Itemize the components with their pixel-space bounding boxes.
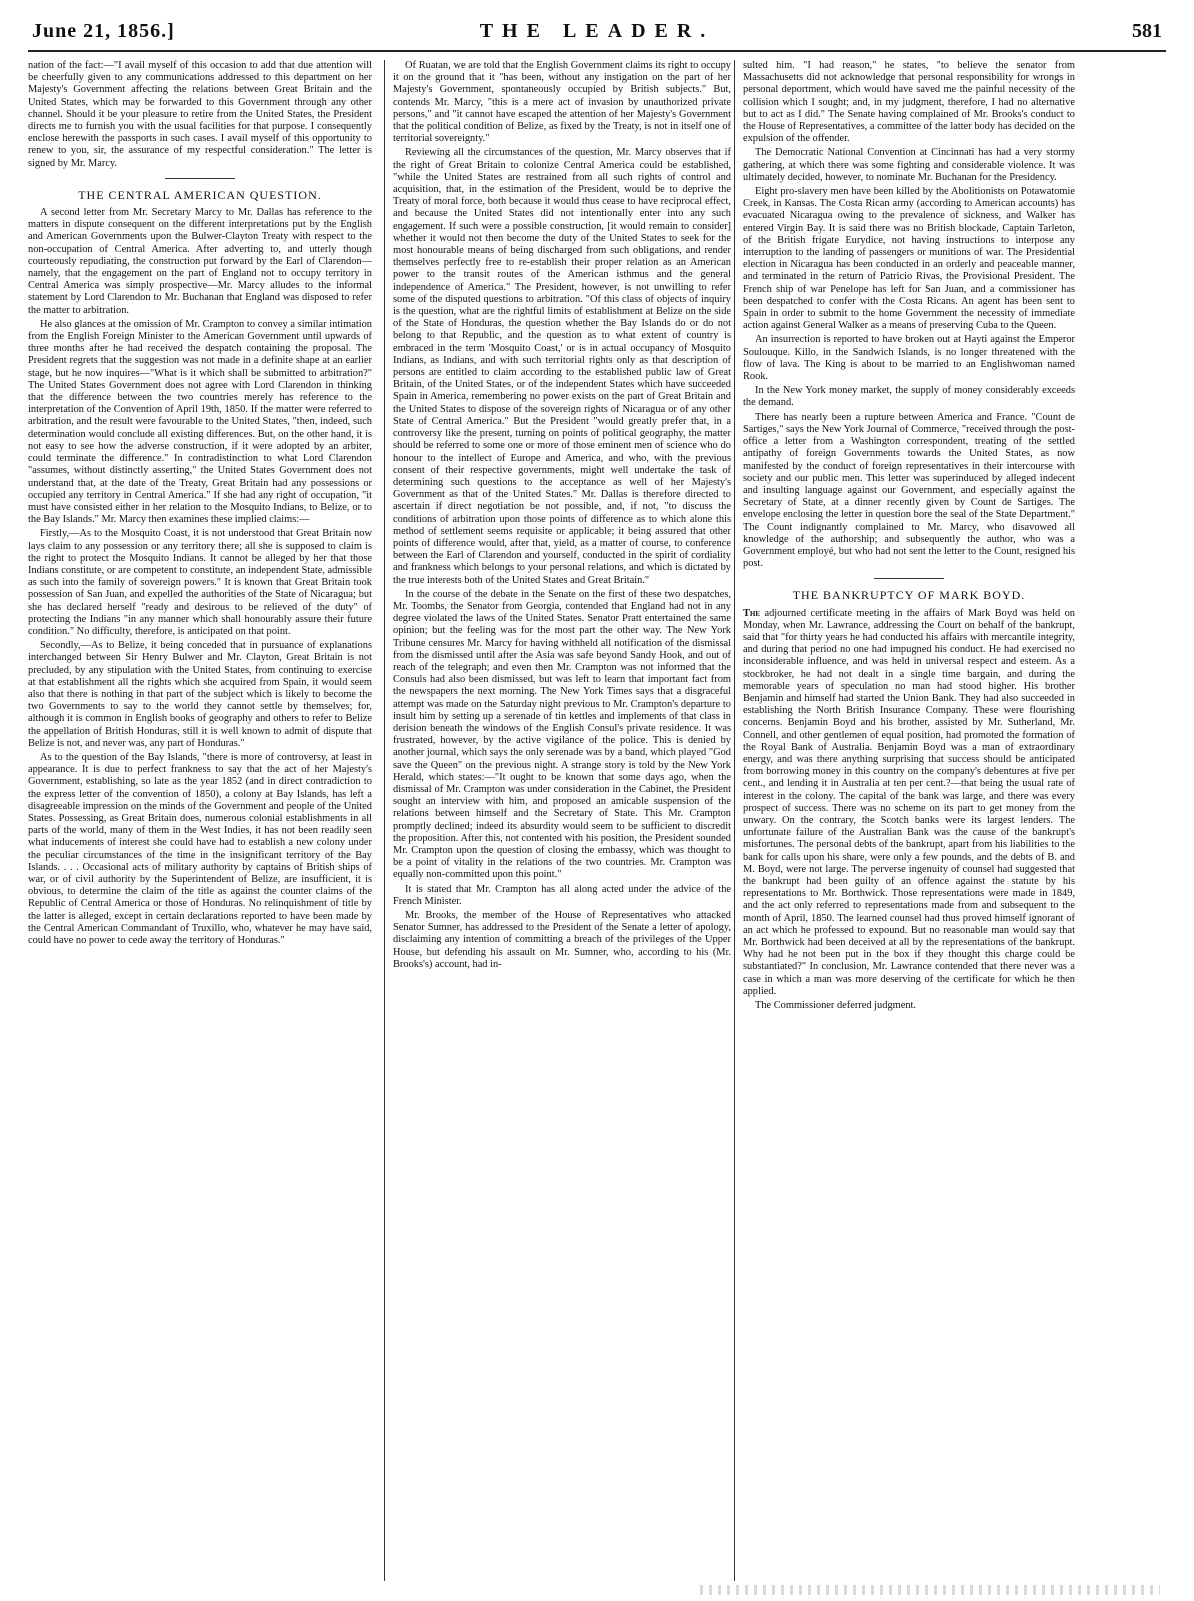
column-3 xyxy=(734,60,1075,1581)
divider xyxy=(165,178,235,179)
paragraph: In the New York money market, the supply of money considerably exceeds the demand. xyxy=(743,385,1075,409)
paragraph: Secondly,—As to Belize, it being conceded that in pursuance of explanations interchanged between Sir Henry Bulwer and Mr. Clayton, Great Britain is not precluded, by any stipulation with the United States, from continuing to exercise at that establishment all the rights which she acquired from Spain, it would seem also that there is nothing in that part of the subject which is likely to become the two Governments to say to the world they cannot settle by themselves; for, although it is common in English books of geography and others to refer to Belize the appellation of British Honduras, still it is well known to admit of dispute that Belize is not, and never was, any part of Honduras." xyxy=(28,640,372,749)
paragraph: A second letter from Mr. Secretary Marcy to Mr. Dallas has reference to the matters in dispute consequent on the different interpretations put by the English and American Governments upon the Bulwer-Clayton Treaty with respect to the non-occupation of Central America. After adverting to, and utterly though courteously repudiating, the construction put forward by the Earl of Clarendon—namely, that the engagement on the part of England not to occupy territory in Central America was simply prospective—Mr. Marcy alludes to the informal statement by Lord Clarendon to Mr. Buchanan that England was disposed to refer the matter to arbitration. xyxy=(28,207,372,316)
paragraph: Eight pro-slavery men have been killed by the Abolitionists on Potawatomie Creek, in Kansas. The Costa Rican army (according to American accounts) has evacuated Nicaragua owing to the prevalence of sickness, and Walker has entered Virgin Bay. It is said there was no British blockade, Captain Tarleton, of the British frigate Eurydice, not having instructions to interpose any interruption to the landing of passengers or munitions of war. The Presidential election in Nicaragua has been conducted in an orderly and peaceable manner, and terminated in the return of Patricio Rivas, the Provisional President. The French ship of war Penelope has left for San Juan, and a commissioner has been despatched to confer with the Costa Ricans. An agent has been sent to Spain in order to submit to the home Government the necessity of immediate action against General Walker as a means of preserving Cuba to the Queen. xyxy=(743,186,1075,332)
paragraph-text: adjourned certificate meeting in the affairs of Mark Boyd was held on Monday, when Mr. Lawrance, addressing the Court on behalf of the bankrupt, said that "for thirty years he had conducted his affairs with mercantile integrity, and during that period no one had impugned his conduct. He had exercised no inconsiderable influence, and was held in universal respect and esteem. As a stockbroker, he had not dealt in a single time bargain, and during the memorable years of speculation no man had stood higher. His brother Benjamin and himself had started the Union Bank. They had also succeeded in establishing the North British Insurance Company. These were flourishing concerns. Benjamin Boyd and his brother, assisted by Mr. Sutherland, Mr. Connell, and other gentlemen of equal position, had promoted the formation of the Royal Bank of Australia. Benjamin Boyd was a man of extraordinary energy, and was there anything surprising that success should be anticipated from borrowing money in this country on the company's debentures at five per cent., and lending it in Australia at ten per cent.?—that being the usual rate of interest in the colony. The capital of the bank was large, and there was every prospect of success. There was no scheme on its part to get money from the unwary. On the contrary, the Scotch banks were its largest lenders. The unfortunate failure of the Australian Bank was the cause of the bankrupt's misfortunes. The personal debts of the bankrupt, apart from his liabilities to the bank for calls upon his share, were only a few pounds, and the debts of B. and M. Boyd, were not large. The perverse ingenuity of counsel had suggested that the bankrupt had been guilty of an offence against the statute by his representations to Mr. Borthwick. Those representations were made in 1849, and the act only referred to representations made from and subsequent to the month of April, 1850. The learned counsel had thus proved himself ignorant of an act which he professed to expound. But no reasonable man would say that Mr. Borthwick had been deceived at all by the representations of the bankrupt. Why had he not been put in the box if they thought this charge could be substantiated?" In conclusion, Mr. Lawrance contended that there never was a case in which a man was more deserving of the certificate for which he then applied. xyxy=(743,607,1075,997)
page-number: 581 xyxy=(1132,20,1162,42)
paragraph: The Democratic National Convention at Cincinnati has had a very stormy gathering, at which there was some fighting and considerable violence. It was ultimately decided, however, to nominate Mr. Buchanan for the Presidency. xyxy=(743,147,1075,183)
paragraph: nation of the fact:—"I avail myself of this occasion to add that due attention will be cheerfully given to any communications addressed to this department on her Majesty's Government affecting the relations between Great Britain and the United States, which may be forwarded to this Government through any other channel. Should it be your pleasure to retire from the United States, the President directs me to furnish you with the usual facilities for that purpose. I consequently enclose herewith the passports in such cases. I avail myself of this opportunity to renew to you, sir, the assurance of my respectful consideration." The letter is signed by Mr. Marcy. xyxy=(28,60,372,169)
paragraph: As to the question of the Bay Islands, "there is more of controversy, at least in appearance. It is due to perfect frankness to say that the act of her Majesty's Government, establishing, so late as the year 1852 (and in direct contradiction to the express letter of the convention of 1850), a colony at Bay Islands, has left a disagreeable impression on the minds of the Government and people of the United States. Possessing, as Great Britain does, numerous colonial establishments in all parts of the world, many of them in the West Indies, it has not been readily seen what inducements of interest she could have had to establish a new colony under the peculiar circumstances of the time in the insignificant territory of the Bay Islands. . . . Occasional acts of military authority by captains of British ships of war, or of civil authority by the Superintendent of Belize, are insufficient, it is obvious, to determine the claim of the title as against the counter claims of the Republic of Central America or those of Honduras. No relinquishment of title by the latter is alleged, except in certain declarations reported to have been made by the Central American Commandant of Truxillo, who, whatever he may have said, could have no power to cede away the territory of Honduras." xyxy=(28,751,372,947)
newspaper-title: THE LEADER. xyxy=(479,20,715,42)
paragraph: There has nearly been a rupture between America and France. "Count de Sartiges," says the New York Journal of Commerce, "received through the post-office a letter from a Washington correspondent, treating of the settled antipathy of foreign Governments towards the United States, as now manifested by the conduct of foreign representatives in their intercourse with society and our public men. This letter was superinduced by alleged indecent and insulting language against our Government, and especially against the Secretary of State, at a dinner recently given by Count de Sartiges. The envelope enclosing the letter in question bore the seal of the State Department." The Count indignantly complained to Mr. Marcy, who disavowed all knowledge of the authorship; and subsequently the author, who was a Government employé, but who had not sent the letter to the Count, resigned his post. xyxy=(743,411,1075,570)
section-heading-central-american: THE CENTRAL AMERICAN QUESTION. xyxy=(78,187,322,202)
paragraph: sulted him. "I had reason," he states, "to believe the senator from Massachusetts did not acknowledge that personal responsibility for wrongs in personal deportment, which would have saved me the painful necessity of the collision which I sought; and, in my judgment, therefore, I had no alternative but to act as I did." The Senate having complained of Mr. Brooks's conduct to the House of Representatives, a committee of the latter body has decided on the expulsion of the offender. xyxy=(743,60,1075,145)
paragraph: Reviewing all the circumstances of the question, Mr. Marcy observes that if the right of Great Britain to colonize Central America could be established, "while the United States are restrained from all such rights of control and acquisition, that, in the estimation of the President, would be to deprive the Treaty of moral force, both because it would thus cease to have reciprocal effect, and because the United States did not intentionally enter into any such engagement. If such were a possible construction, [it would remain to consider] whether it would not then become the duty of the United States to seek for the most honourable means of being discharged from such obligations, and render themselves perfectly free to re-establish their proper relation as an American power to the transit routes of the American isthmus and the general independence of America." The President, however, is not unwilling to refer some of the disputed questions to arbitration. "Of this class of objects of inquiry is the question, what are the rightful limits of establishment at Belize on the side of the State of Honduras, the question whether the Bay Islands do or do not belong to that Republic, and the question as to what extent of country is embraced in the term 'Mosquito Coast,' or is in actual occupancy of Mosquito Indians, as Indians, and with such territorial rights only as that description of persons are entitled to claim according to the established public law of Great Britain, of the United States, or of the independent States which have succeeded Spain in America, remembering no power exists on the part of Great Britain and the United States to dispose of the sovereign rights of Nicaragua or of any other State of Central America." But the President "would greatly prefer that, in a controversy like the present, turning on points of political geography, the matter should be referred to some one or more of those eminent men of science who do honour to the intellect of Europe and America, and who, with the previous consent of their respective governments, might well undertake the task of determining such questions to the acceptance as well of her Majesty's Government as that of the United States." Mr. Dallas is therefore directed to ascertain if direct negotiation be not possible, and, if not, "to discuss the conditions of arbitration upon those points of difference as to which alone this method of settlement seems requisite or applicable; it being assured that other points of difference would, after that, yield, as a matter of course, to conference between the Earl of Clarendon and yourself, conducted in the spirit of cordiality and frankness which belongs to your personal relations, and which is dictated by the true interests both of the United States and Great Britain." xyxy=(393,147,731,586)
column-1 xyxy=(28,60,372,1581)
paragraph: Firstly,—As to the Mosquito Coast, it is not understood that Great Britain now lays claim to any possession or any territory there; all she is supposed to claim is the right to protect the Mosquito Indians. It cannot be alleged by her that those Indians constitute, or are competent to constitute, an independent State, admissible as such into the family of sovereign powers." It is known that Great Britain took possession of San Juan, and expelled the authorities of the State of Nicaragua; but she has declared herself "ready and desirous to be relieved of the duty" of protecting the Indians "in any manner which shall honourably assure their future condition." No difficulty, therefore, is anticipated on that point. xyxy=(28,528,372,637)
paragraph: The Commissioner deferred judgment. xyxy=(755,1000,917,1012)
column-2 xyxy=(384,60,731,1581)
masthead xyxy=(28,20,1166,52)
paragraph: An insurrection is reported to have broken out at Hayti against the Emperor Soulouque. Killo, in the Sandwich Islands, is no longer threatened with the flow of lava. The King is about to be married to an Englishwoman named Rook. xyxy=(743,334,1075,383)
paragraph: It is stated that Mr. Crampton has all along acted under the advice of the French Minister. xyxy=(393,883,731,907)
paragraph: Of Ruatan, we are told that the English Government claims its right to occupy it on the ground that it "has been, without any instigation on the part of her Majesty's Government, spontaneously occupied by British subjects." But, contends Mr. Marcy, "this is a mere act of invasion by unauthorized private persons," and "it cannot have escaped the attention of her Majesty's Government that the political condition of Belize, as fixed by the Treaty, is not in itself one of territorial sovereignty." xyxy=(393,60,731,145)
issue-date: June 21, 1856.] xyxy=(32,20,175,42)
paragraph xyxy=(743,608,1075,999)
divider xyxy=(874,578,944,579)
section-heading-mark-boyd: THE BANKRUPTCY OF MARK BOYD. xyxy=(792,588,1026,603)
paragraph: He also glances at the omission of Mr. Crampton to convey a similar intimation from the English Foreign Minister to the American Government until upwards of three months after he had received the despatch containing the proposal. The President regrets that the suggestion was not made in a definite shape at an earlier stage, but he now inquires—"What is it which shall be submitted to arbitration?" The United States Government does not agree with Lord Clarendon in thinking that the difference between the two countries merely has reference to the interpretation of the Convention of April 19th, 1850. If the matter were referred to arbitration, and the result were favourable to the United States, "then, indeed, such determination would conclude all existing differences. But, on the other hand, it is not easy to see how the adverse construction, if it were adopted by an arbiter, could terminate the difference." In contradistinction to what Lord Clarendon "assumes, without distinctly asserting," the United States Government does not understand that, at the date of the Treaty, Great Britain had any possessions or occupied any territory in Central America." If she had any right of occupation, "it must have consisted either in her relation to the Mosquito Indians, to Belize, or to the Bay Islands." Mr. Marcy then examines these implied claims:— xyxy=(28,318,372,526)
lead-word: The xyxy=(743,607,761,619)
paragraph: Mr. Brooks, the member of the House of Representatives who attacked Senator Sumner, has addressed to the President of the Senate a letter of apology, disclaiming any intention of committing a breach of the privileges of the Upper House, but defending his assault on Mr. Sumner, who, according to his (Mr. Brooks's) account, had in- xyxy=(393,910,731,970)
print-smudge xyxy=(700,1585,1160,1595)
paragraph: In the course of the debate in the Senate on the first of these two despatches, Mr. Toombs, the Senator from Georgia, contended that England had not in any degree violated the laws of the United States. Senator Pratt entertained the same opinion; but the feeling was for the most part the other way. The New York Tribune censures Mr. Marcy for having withheld all notification of the dismissal from the dismissed until after the Asia was safe beyond Sandy Hook, and out of reach of the telegraph; and even then Mr. Crampton was not informed that the Consuls had also been dismissed, but was left to learn that important fact from the newspapers the next morning. The New York Times says that a disgraceful attempt was made on the Saturday night previous to Mr. Crampton's departure to insult him by setting up a serenade of tin kettles and implements of that class in derision beneath the windows of the English Consul's private residence. It was frustrated, however, by the active vigilance of the police. This is denied by another journal, which says the only serenade was by a band, which played "God save the Queen" on the previous night. A strange story is told by the New York Herald, which states:—"It ought to be known that some days ago, when the dismissal of Mr. Crampton was under consideration in the Cabinet, the President sought an interview with him, and proposed an amicable suspension of the relations between himself and the Secretary of State. This Mr. Crampton promptly declined; indeed its absurdity would seem to be sufficient to discredit the proposition. After this, not contented with his position, the President sounded Mr. Crampton upon the question of closing the embassy, which was thought to be a point of vitality in the relations of the two countries. Mr. Crampton was equally non-committed upon this point." xyxy=(393,588,731,881)
